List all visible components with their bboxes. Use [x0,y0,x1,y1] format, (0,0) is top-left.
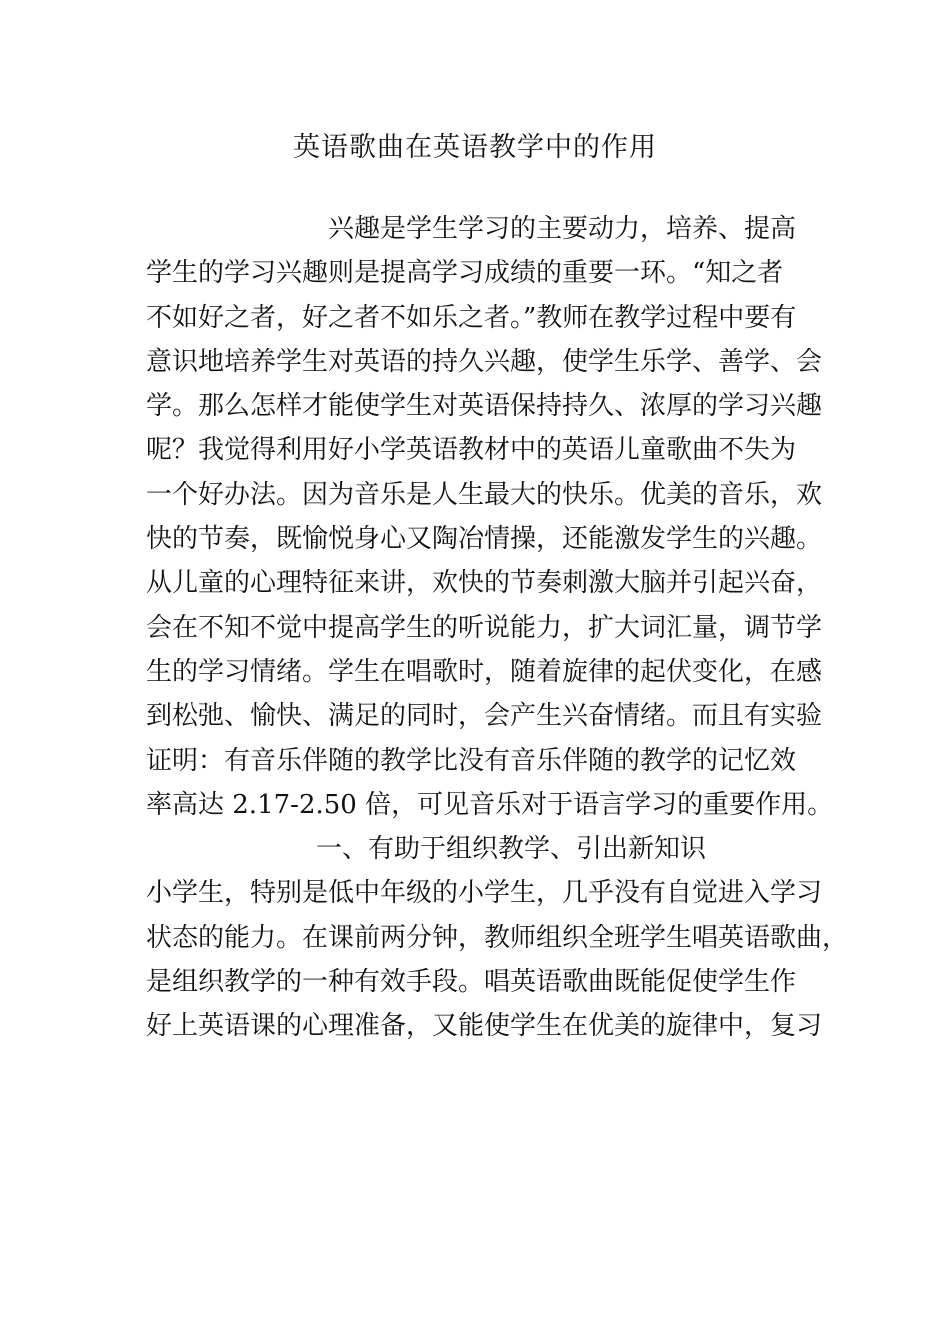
section-heading: 一、有助于组织教学、引出新知识 [316,834,707,865]
document-body [146,207,849,1049]
section-paragraph-line: 状态的能力。在课前两分钟，教师组织全班学生唱英语歌曲， [146,922,849,953]
intro-paragraph-line: 学。那么怎样才能使学生对英语保持持久、浓厚的学习兴趣 [146,391,823,422]
intro-paragraph-line: 兴趣是学生学习的主要动力，培养、提高 [328,214,797,244]
intro-paragraph-line: 学生的学习兴趣则是提高学习成绩的重要一环。“知之者 [146,258,784,289]
intro-paragraph-line: 从儿童的心理特征来讲，欢快的节奏刺激大脑并引起兴奋， [146,568,823,599]
section-paragraph-line: 小学生，特别是低中年级的小学生，几乎没有自觉进入学习 [146,878,823,909]
intro-paragraph-line: 证明：有音乐伴随的教学比没有音乐伴随的教学的记忆效 [146,745,797,776]
intro-paragraph-line: 会在不知不觉中提高学生的听说能力，扩大词汇量，调节学 [146,612,823,643]
intro-paragraph-line: 呢？我觉得利用好小学英语教材中的英语儿童歌曲不失为 [146,435,797,466]
intro-paragraph-line: 生的学习情绪。学生在唱歌时，随着旋律的起伏变化，在感 [146,656,823,687]
intro-paragraph-line: 不如好之者，好之者不如乐之者。”教师在教学过程中要有 [146,302,797,333]
section-paragraph-line: 好上英语课的心理准备，又能使学生在优美的旋律中，复习 [146,1011,823,1042]
intro-paragraph-line: 快的节奏，既愉悦身心又陶冶情操，还能激发学生的兴趣。 [146,524,823,555]
document-title: 英语歌曲在英语教学中的作用 [293,132,657,163]
intro-paragraph-line: 到松弛、愉快、满足的同时，会产生兴奋情绪。而且有实验 [146,701,823,732]
intro-paragraph-line: 一个好办法。因为音乐是人生最大的快乐。优美的音乐，欢 [146,479,823,510]
section-paragraph-line: 是组织教学的一种有效手段。唱英语歌曲既能促使学生作 [146,967,797,998]
intro-paragraph-line: 意识地培养学生对英语的持久兴趣，使学生乐学、善学、会 [146,346,823,377]
intro-paragraph-line: 率高达 2.17-2.50 倍，可见音乐对于语言学习的重要作用。 [146,789,834,820]
